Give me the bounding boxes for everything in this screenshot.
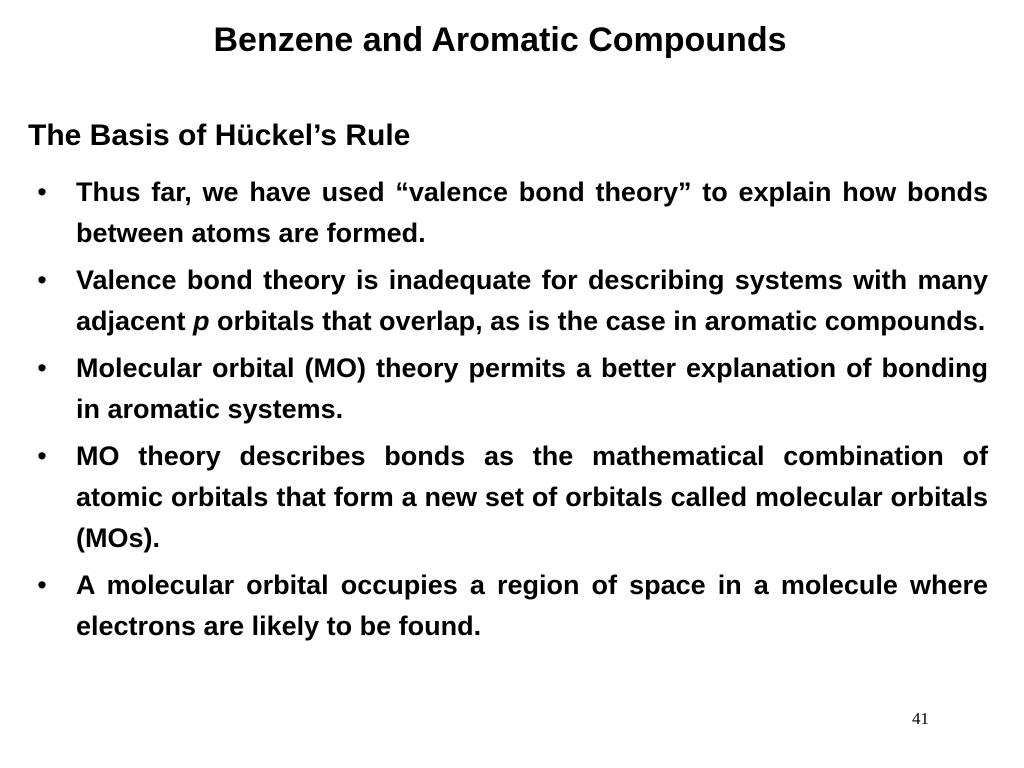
bullet-text: Molecular orbital (MO) theory permits a better explanation of bonding in aromatic systems.	[76, 353, 988, 424]
section-subtitle: The Basis of Hückel’s Rule	[28, 119, 411, 152]
bullet-text-italic-p: p	[193, 306, 210, 336]
bullet-text: MO theory describes bonds as the mathematical combination of atomic orbitals that form a new set of orbitals called molecular orbitals (MOs).	[76, 441, 988, 553]
bullet-marker-icon: •	[37, 441, 47, 471]
bullet-marker-icon: •	[37, 570, 47, 600]
bullet-text: Thus far, we have used “valence bond theory” to explain how bonds between atoms are formed.	[76, 177, 988, 248]
bullet-list	[30, 172, 988, 653]
bullet-item-valence-bond-inadequate	[30, 260, 988, 342]
bullet-item-mo-theory-better	[30, 348, 988, 430]
bullet-marker-icon: •	[37, 265, 47, 295]
bullet-item-valence-bond-theory	[30, 172, 988, 254]
bullet-item-molecular-orbital-region	[30, 565, 988, 647]
bullet-marker-icon: •	[37, 353, 47, 383]
bullet-text-part: Valence bond theory is inadequate for describing systems with many adjacent	[76, 265, 988, 336]
bullet-marker-icon: •	[37, 177, 47, 207]
bullet-item-mo-theory-describes	[30, 436, 988, 559]
slide-title: Benzene and Aromatic Compounds	[213, 21, 787, 59]
page-number: 41	[912, 709, 929, 728]
bullet-text: A molecular orbital occupies a region of space in a molecule where electrons are likely to be found.	[76, 570, 988, 641]
bullet-text-part: orbitals that overlap, as is the case in aromatic compounds.	[209, 306, 986, 336]
